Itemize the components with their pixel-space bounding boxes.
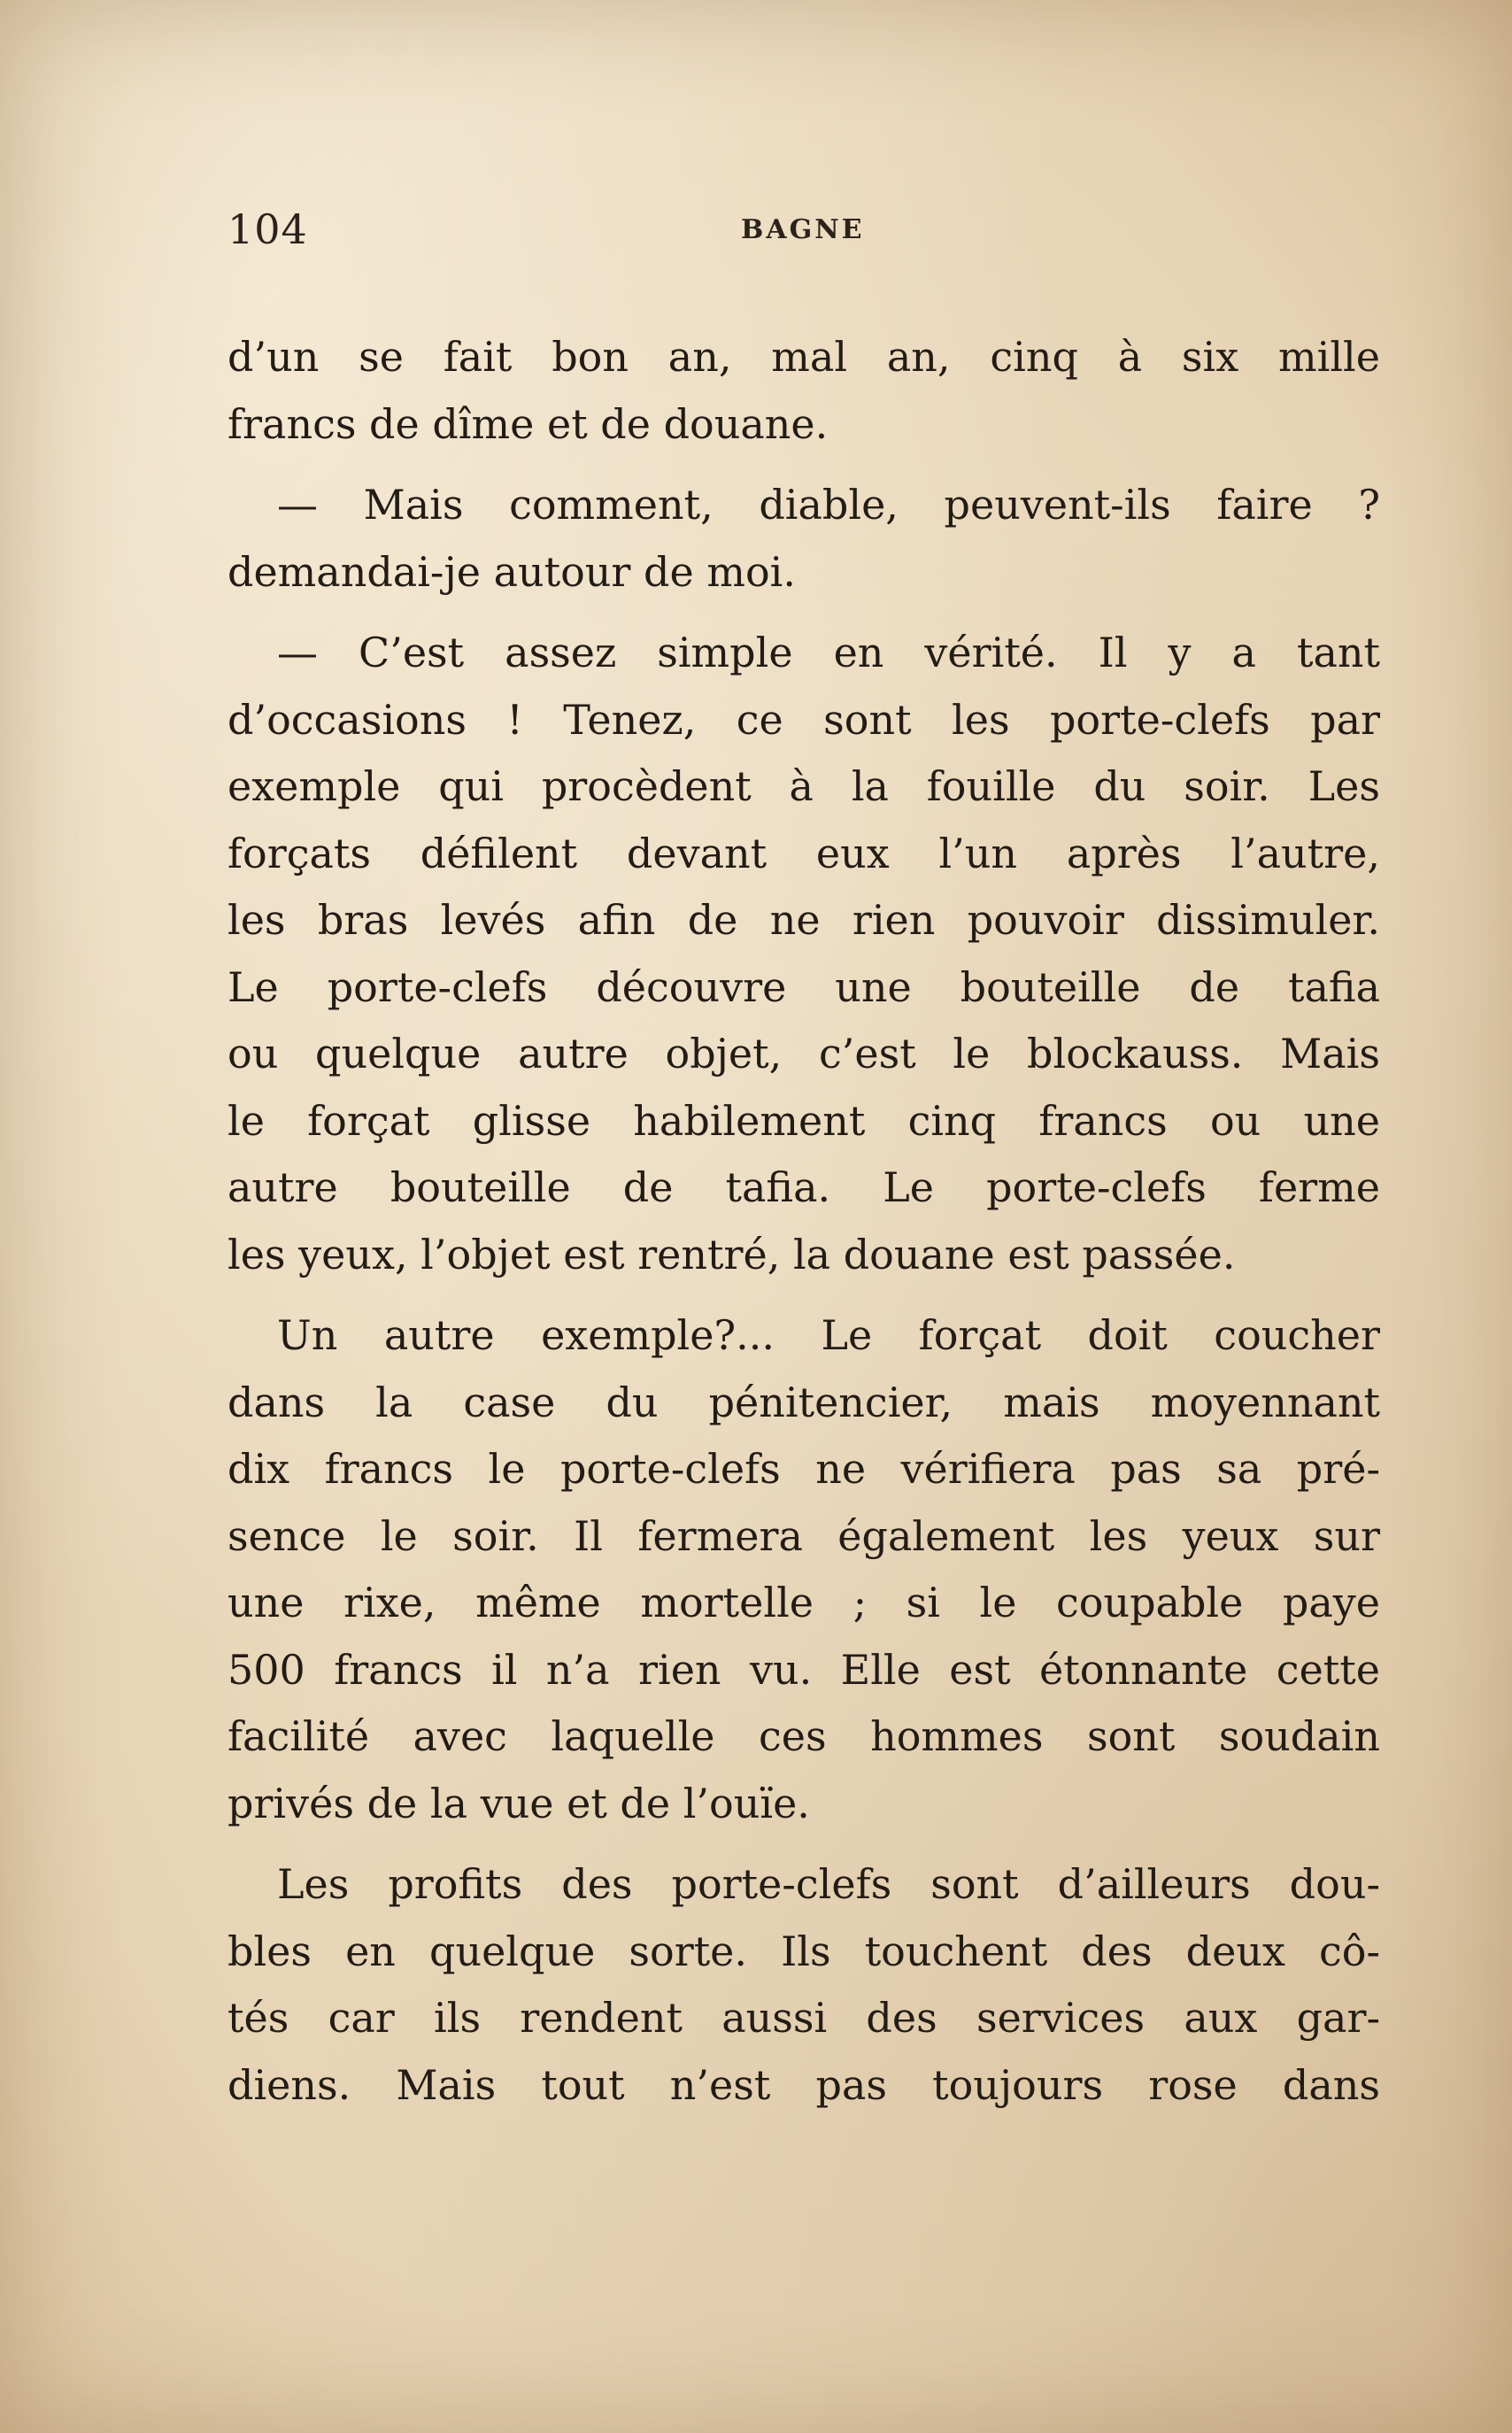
text-line: une rixe, même mortelle ; si le coupable paye (228, 1579, 1380, 1626)
text-line: Les profits des porte-clefs sont d’ailleurs dou- (277, 1860, 1380, 1908)
paragraph (228, 324, 1380, 458)
paragraph (228, 620, 1380, 1288)
text-line: dix francs le porte-clefs ne vérifiera pas sa pré- (228, 1445, 1380, 1493)
text-line: Le porte-clefs découvre une bouteille de tafia (228, 962, 1380, 1011)
text-line: sence le soir. Il fermera également les yeux sur (228, 1511, 1380, 1560)
text-line: francs de dîme et de douane. (228, 399, 829, 448)
text-line: autre bouteille de tafia. Le porte-clefs ferme (228, 1163, 1380, 1211)
running-head (228, 205, 1380, 267)
text-line: le forçat glisse habilement cinq francs ou une (228, 1096, 1380, 1145)
text-line: ou quelque autre objet, c’est le blockauss. Mais (228, 1030, 1380, 1077)
paragraph (228, 1851, 1380, 2119)
text-line: tés car ils rendent aussi des services aux gar- (228, 1994, 1380, 2042)
text-line: bles en quelque sorte. Ils touchent des deux cô- (228, 1927, 1380, 1975)
page-number: 104 (228, 205, 308, 253)
body-text (228, 324, 1380, 2133)
text-line: diens. Mais tout n’est pas toujours rose dans (228, 2060, 1380, 2109)
text-line: exemple qui procèdent à la fouille du soir. Les (228, 762, 1380, 810)
text-line: — Mais comment, diable, peuvent-ils faire ? (277, 481, 1380, 529)
text-line: d’un se fait bon an, mal an, cinq à six mille (228, 333, 1380, 381)
text-line: dans la case du pénitencier, mais moyennant (228, 1378, 1380, 1426)
paragraph (228, 472, 1380, 606)
text-line: les yeux, l’objet est rentré, la douane est passée. (228, 1230, 1236, 1278)
text-line: les bras levés afin de ne rien pouvoir dissimuler. (228, 896, 1380, 944)
text-line: facilité avec laquelle ces hommes sont soudain (228, 1712, 1380, 1760)
paragraph (228, 1302, 1380, 1837)
text-line: 500 francs il n’a rien vu. Elle est étonnante cette (228, 1645, 1380, 1694)
text-line: privés de la vue et de l’ouïe. (228, 1779, 810, 1827)
text-line: forçats défilent devant eux l’un après l’autre, (228, 829, 1380, 877)
text-line: Un autre exemple?... Le forçat doit coucher (277, 1311, 1380, 1359)
text-line: d’occasions ! Tenez, ce sont les porte-clefs par (228, 695, 1380, 744)
text-line: demandai-je autour de moi. (228, 547, 796, 596)
text-line: — C’est assez simple en vérité. Il y a tant (277, 629, 1380, 676)
running-title: BAGNE (741, 214, 865, 245)
